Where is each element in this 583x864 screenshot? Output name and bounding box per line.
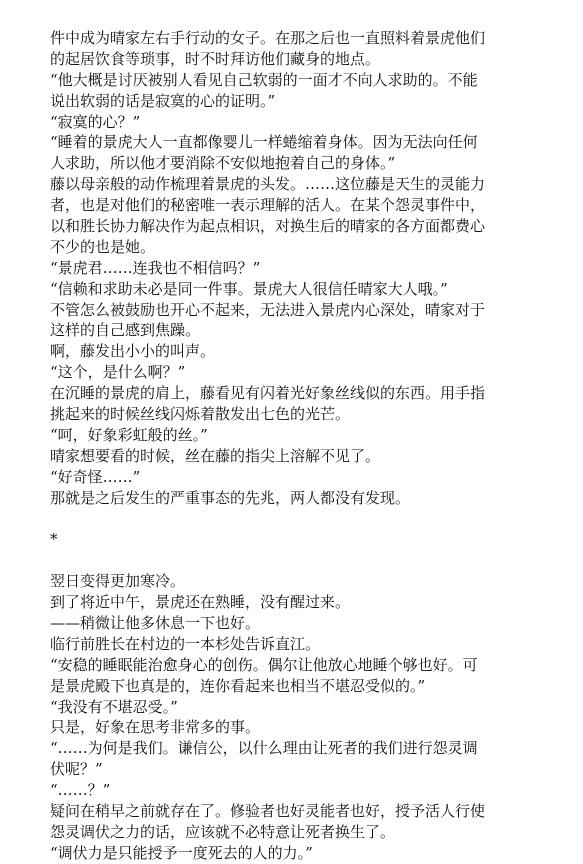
paragraph-line: “睡着的景虎大人一直都像婴儿一样蜷缩着身体。因为无法向任何 [50,133,478,152]
paragraph-line: “呵，好象彩虹般的丝。” [50,425,208,444]
paragraph-line: “这个，是什么啊？” [50,363,186,382]
paragraph-line: 晴家想要看的时候，丝在藤的指尖上溶解不见了。 [50,446,381,465]
paragraph-line: “……为何是我们。谦信公，以什么理由让死者的我们进行怨灵调 [50,739,478,758]
paragraph-line: 怨灵调伏之力的话，应该就不必特意让死者换生了。 [50,822,396,841]
paragraph-line: 不管怎么被鼓励也开心不起来，无法进入景虎内心深处，晴家对于 [50,300,486,319]
paragraph-line: “景虎君……连我也不相信吗？” [50,258,261,277]
paragraph-line: 那就是之后发生的严重事态的先兆，两人都没有发现。 [50,488,411,507]
paragraph-line: 疑问在稍早之前就存在了。修验者也好灵能者也好，授予活人行使 [50,801,486,820]
section-separator: * [50,530,58,549]
blank-line [50,508,575,529]
paragraph-line: “寂寞的心？” [50,112,141,131]
paragraph-line: 伏呢？” [50,760,103,779]
paragraph-line: “……？” [50,781,111,800]
paragraph-line: 在沉睡的景虎的肩上，藤看见有闪着光好象丝线似的东西。用手指 [50,384,486,403]
paragraph-line: 这样的自己感到焦躁。 [50,321,201,340]
paragraph-line: 临行前胜长在村边的一本杉处告诉直江。 [50,634,321,653]
paragraph-line: 挑起来的时候丝线闪烁着散发出七色的光芒。 [50,405,351,424]
paragraph-line: ——稍微让他多休息一下也好。 [50,613,261,632]
paragraph-line: 说出软弱的话是寂寞的心的证明。” [50,91,276,110]
paragraph-line: 是景虎殿下也真是的，连你看起来也相当不堪忍受似的。” [50,676,426,695]
blank-line [50,550,575,571]
paragraph-line: 藤以母亲般的动作梳理着景虎的头发。……这位藤是天生的灵能力 [50,175,486,194]
paragraph-line: “调伏力是只能授予一度死去的人的力。” [50,843,313,862]
paragraph-line: 人求助，所以他才要消除不安似地抱着自己的身体。” [50,154,396,173]
paragraph-line: 只是，好象在思考非常多的事。 [50,718,261,737]
paragraph-line: 翌日变得更加寒冷。 [50,572,186,591]
paragraph-line: 者，也是对他们的秘密唯一表示理解的活人。在某个怨灵事件中， [50,196,486,215]
paragraph-line: “他大概是讨厌被别人看见自己软弱的一面才不向人求助的。不能 [50,70,478,89]
paragraph-line: 以和胜长协力解决作为起点相识，对换生后的晴家的各方面都费心 [50,217,486,236]
text-block-1 [50,28,575,508]
paragraph-line: 的起居饮食等琐事，时不时拜访他们藏身的地点。 [50,49,381,68]
paragraph-line: 件中成为晴家左右手行动的女子。在那之后也一直照料着景虎他们 [50,29,486,47]
paragraph-line: 到了将近中午，景虎还在熟睡，没有醒过来。 [50,593,351,612]
paragraph-line: “安稳的睡眠能治愈身心的创伤。偶尔让他放心地睡个够也好。可 [50,655,478,674]
document-page [50,28,575,864]
paragraph-line: “信赖和求助未必是同一件事。景虎大人很信任晴家大人哦。” [50,279,448,298]
paragraph-line: “我没有不堪忍受。” [50,697,178,716]
paragraph-line: 不少的也是她。 [50,237,156,256]
paragraph-line: 啊，藤发出小小的叫声。 [50,342,216,361]
text-block-2 [50,571,575,863]
paragraph-line: “好奇怪……” [50,467,141,486]
